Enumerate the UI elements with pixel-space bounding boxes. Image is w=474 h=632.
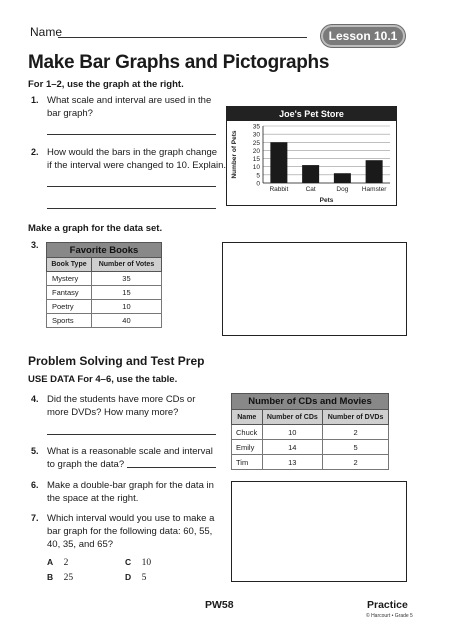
q2-text-line2: if the interval were changed to 10. Explain.: [47, 160, 227, 171]
lesson-badge: Lesson 10.1: [321, 25, 405, 47]
q6-number: 6.: [31, 480, 39, 490]
choice-b[interactable]: [47, 567, 73, 585]
problem-solving-heading: Problem Solving and Test Prep: [28, 354, 205, 368]
graph-drawing-area-2[interactable]: [231, 481, 407, 582]
q2-text: [47, 146, 226, 172]
x-axis-label: Pets: [319, 197, 334, 204]
table-row: [47, 272, 162, 286]
q4-answer-line[interactable]: [47, 434, 216, 435]
table-row: [232, 455, 389, 470]
table-row: [47, 314, 162, 328]
cd-col-header: Number of DVDs: [323, 410, 389, 425]
table-row: [232, 425, 389, 440]
q6-text: [47, 479, 214, 505]
name-label: Name: [30, 25, 63, 39]
y-axis-label: Number of Pets: [231, 130, 238, 179]
choice-value: 25: [63, 573, 74, 583]
section3-instruction: USE DATA For 4–6, use the table.: [28, 374, 178, 385]
name-line: [58, 37, 307, 38]
dvds-cell: 2: [323, 455, 389, 470]
q1-text-line1: What scale and interval are used in the: [47, 95, 212, 106]
q6-text-line2: the space at the right.: [47, 493, 139, 504]
pet-store-chart-svg: [227, 121, 396, 205]
bar: [334, 173, 351, 183]
choice-letter: C: [125, 557, 132, 567]
q6-text-line1: Make a double-bar graph for the data in: [47, 480, 214, 491]
q4-text-line2: more DVDs? How many more?: [47, 407, 179, 418]
student-name-cell: Tim: [232, 455, 263, 470]
table-row: [232, 440, 389, 455]
q1-text: [47, 94, 211, 120]
q1-answer-line[interactable]: [47, 134, 216, 135]
cds-cell: 13: [262, 455, 322, 470]
q2-answer-line-2[interactable]: [47, 208, 216, 209]
student-name-cell: Chuck: [232, 425, 263, 440]
q7-text-line3: 40, 35, and 65?: [47, 539, 114, 550]
chart-title: Joe's Pet Store: [227, 107, 396, 121]
q1-text-line2: bar graph?: [47, 108, 93, 119]
choice-d[interactable]: [125, 567, 146, 585]
choice-value: 5: [141, 573, 147, 583]
x-tick-label: Dog: [336, 186, 349, 193]
q5-answer-line[interactable]: [127, 467, 216, 468]
table-row: [47, 300, 162, 314]
page-title: Make Bar Graphs and Pictographs: [28, 52, 330, 73]
votes-cell: 35: [91, 272, 161, 286]
cds-movies-table: [231, 393, 389, 470]
book-type-cell: Mystery: [47, 272, 92, 286]
table-row: [47, 286, 162, 300]
choice-letter: A: [47, 557, 54, 567]
section1-instruction: For 1–2, use the graph at the right.: [28, 79, 184, 90]
y-tick-label: 35: [252, 123, 260, 131]
q5-text-line1: What is a reasonable scale and interval: [47, 446, 213, 457]
y-tick-label: 25: [252, 139, 260, 147]
q5-text-line2: to graph the data?: [47, 459, 125, 470]
cd-table-caption: Number of CDs and Movies: [232, 394, 389, 410]
y-tick-label: 20: [252, 147, 260, 155]
choice-value: 10: [141, 558, 152, 568]
section2-instruction: Make a graph for the data set.: [28, 223, 163, 234]
q4-text-line1: Did the students have more CDs or: [47, 394, 196, 405]
dvds-cell: 5: [323, 440, 389, 455]
favorite-books-table: [46, 242, 162, 328]
q7-number: 7.: [31, 513, 39, 523]
x-tick-label: Rabbit: [269, 186, 289, 193]
votes-cell: 10: [91, 300, 161, 314]
q2-answer-line-1[interactable]: [47, 186, 216, 187]
votes-cell: 40: [91, 314, 161, 328]
pet-store-chart: [226, 106, 397, 206]
bar: [302, 165, 319, 183]
y-tick-label: 0: [256, 180, 260, 188]
cds-cell: 10: [262, 425, 322, 440]
q5-number: 5.: [31, 446, 39, 456]
books-col-header: Book Type: [47, 258, 92, 272]
y-tick-label: 15: [252, 156, 260, 164]
page-code: PW58: [205, 599, 234, 611]
books-table-caption: Favorite Books: [47, 243, 162, 258]
q4-number: 4.: [31, 394, 39, 404]
q2-number: 2.: [31, 147, 39, 157]
choice-letter: B: [47, 572, 54, 582]
cds-cell: 14: [262, 440, 322, 455]
book-type-cell: Poetry: [47, 300, 92, 314]
q2-text-line1: How would the bars in the graph change: [47, 147, 218, 158]
bar: [270, 142, 287, 183]
q7-text: [47, 512, 214, 551]
graph-drawing-area-1[interactable]: [222, 242, 407, 336]
q7-text-line2: bar graph for the following data: 60, 55,: [47, 526, 213, 537]
book-type-cell: Fantasy: [47, 286, 92, 300]
dvds-cell: 2: [323, 425, 389, 440]
practice-label: Practice: [367, 599, 408, 611]
q7-text-line1: Which interval would you use to make a: [47, 513, 215, 524]
copyright-text: © Harcourt • Grade 5: [366, 613, 413, 619]
book-type-cell: Sports: [47, 314, 92, 328]
books-col-header: Number of Votes: [91, 258, 161, 272]
y-tick-label: 10: [252, 164, 260, 172]
cd-col-header: Name: [232, 410, 263, 425]
choice-letter: D: [125, 572, 132, 582]
q3-number: 3.: [31, 240, 39, 250]
choice-value: 2: [63, 558, 69, 568]
votes-cell: 15: [91, 286, 161, 300]
y-tick-label: 30: [252, 131, 260, 139]
q1-number: 1.: [31, 95, 39, 105]
x-tick-label: Hamster: [361, 186, 387, 193]
x-tick-label: Cat: [305, 186, 316, 193]
bar: [366, 160, 383, 183]
cd-col-header: Number of CDs: [262, 410, 322, 425]
y-tick-label: 5: [256, 172, 260, 180]
student-name-cell: Emily: [232, 440, 263, 455]
q4-text: [47, 393, 195, 419]
